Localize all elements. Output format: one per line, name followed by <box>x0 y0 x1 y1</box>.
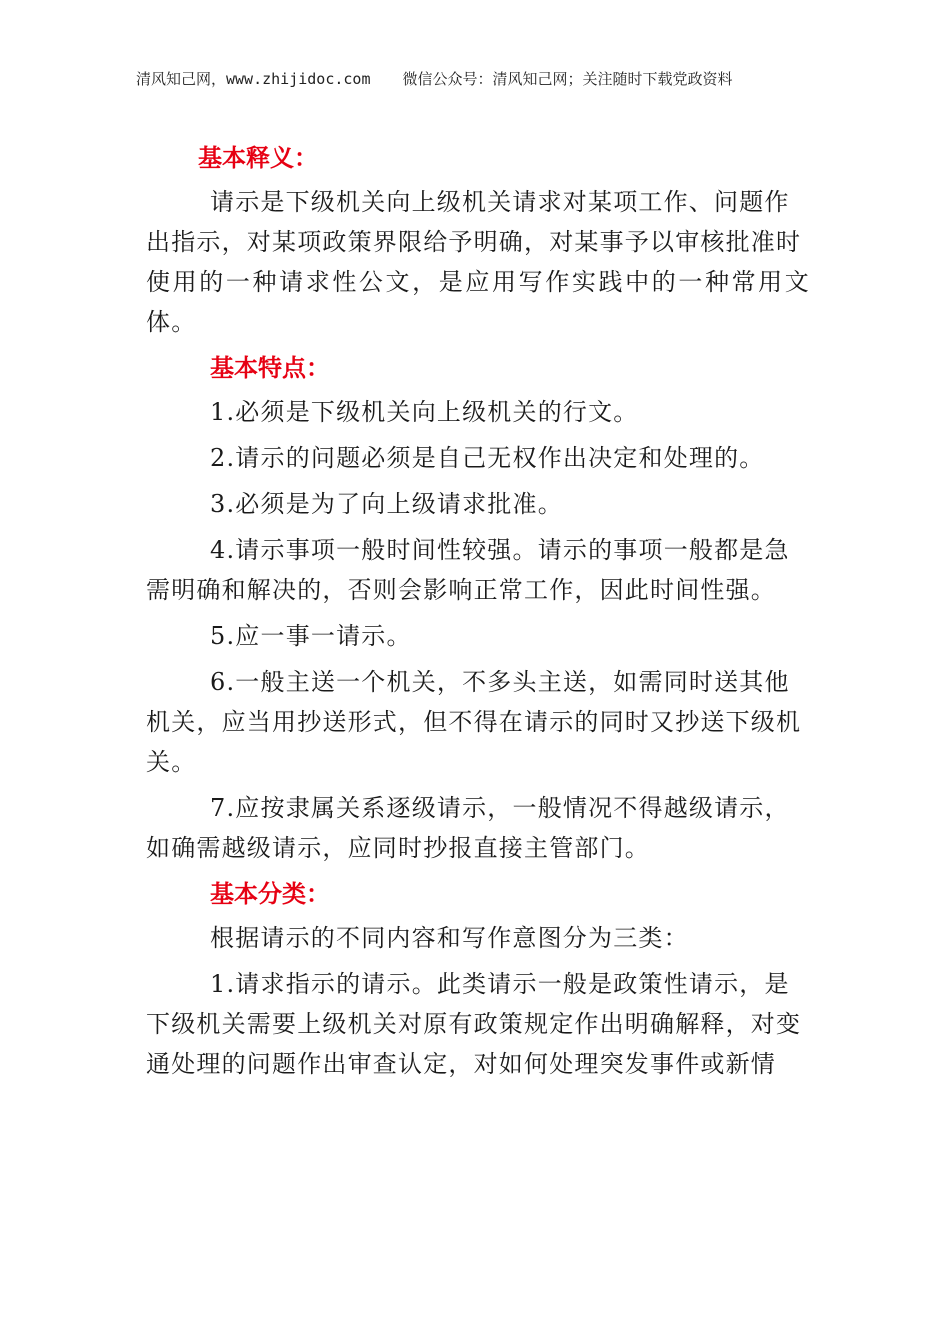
text-line: 2.请示的问题必须是自己无权作出决定和处理的。 <box>210 444 765 472</box>
text-line: 1.必须是下级机关向上级机关的行文。 <box>210 398 639 426</box>
feature-item <box>146 530 810 610</box>
feature-item <box>146 616 810 656</box>
text-line: 使用的一种请求性公文，是应用写作实践中的一种常用文体。 <box>146 268 810 336</box>
text-line: 关。 <box>146 748 197 776</box>
page-header <box>136 68 733 89</box>
text-line: 5.应一事一请示。 <box>210 622 412 650</box>
header-site: 清风知己网，www.zhijidoc.com <box>136 70 371 88</box>
feature-item <box>146 438 810 478</box>
text-line: 出指示，对某项政策界限给予明确，对某事予以审核批准时 <box>146 228 802 256</box>
heading-definition: 基本释义： <box>198 143 318 172</box>
text-line: 请示是下级机关向上级机关请求对某项工作、问题作 <box>210 188 790 216</box>
heading-categories: 基本分类： <box>210 879 330 908</box>
heading-features: 基本特点： <box>210 353 330 382</box>
text-line: 如确需越级请示，应同时抄报直接主管部门。 <box>146 834 650 862</box>
text-line: 3.必须是为了向上级请求批准。 <box>210 490 563 518</box>
text-line: 根据请示的不同内容和写作意图分为三类： <box>210 924 689 952</box>
text-line: 4.请示事项一般时间性较强。请示的事项一般都是急 <box>210 536 790 564</box>
text-line: 7.应按隶属关系逐级请示，一般情况不得越级请示， <box>210 794 790 822</box>
text-line: 1.请求指示的请示。此类请示一般是政策性请示，是 <box>210 970 790 998</box>
categories-intro <box>146 918 810 958</box>
definition-paragraph <box>146 182 810 342</box>
text-line: 需明确和解决的，否则会影响正常工作，因此时间性强。 <box>146 576 776 604</box>
header-wechat: 微信公众号：清风知己网；关注随时下载党政资料 <box>402 70 733 88</box>
feature-item <box>146 788 810 868</box>
text-line: 下级机关需要上级机关对原有政策规定作出明确解释，对变 <box>146 1010 802 1038</box>
feature-item <box>146 662 810 782</box>
feature-item <box>146 392 810 432</box>
document-body <box>146 138 810 1090</box>
text-line: 通处理的问题作出审查认定，对如何处理突发事件或新情 <box>146 1050 776 1078</box>
text-line: 6.一般主送一个机关，不多头主送，如需同时送其他 <box>210 668 790 696</box>
feature-item <box>146 484 810 524</box>
category-item <box>146 964 810 1084</box>
text-line: 机关，应当用抄送形式，但不得在请示的同时又抄送下级机 <box>146 708 802 736</box>
